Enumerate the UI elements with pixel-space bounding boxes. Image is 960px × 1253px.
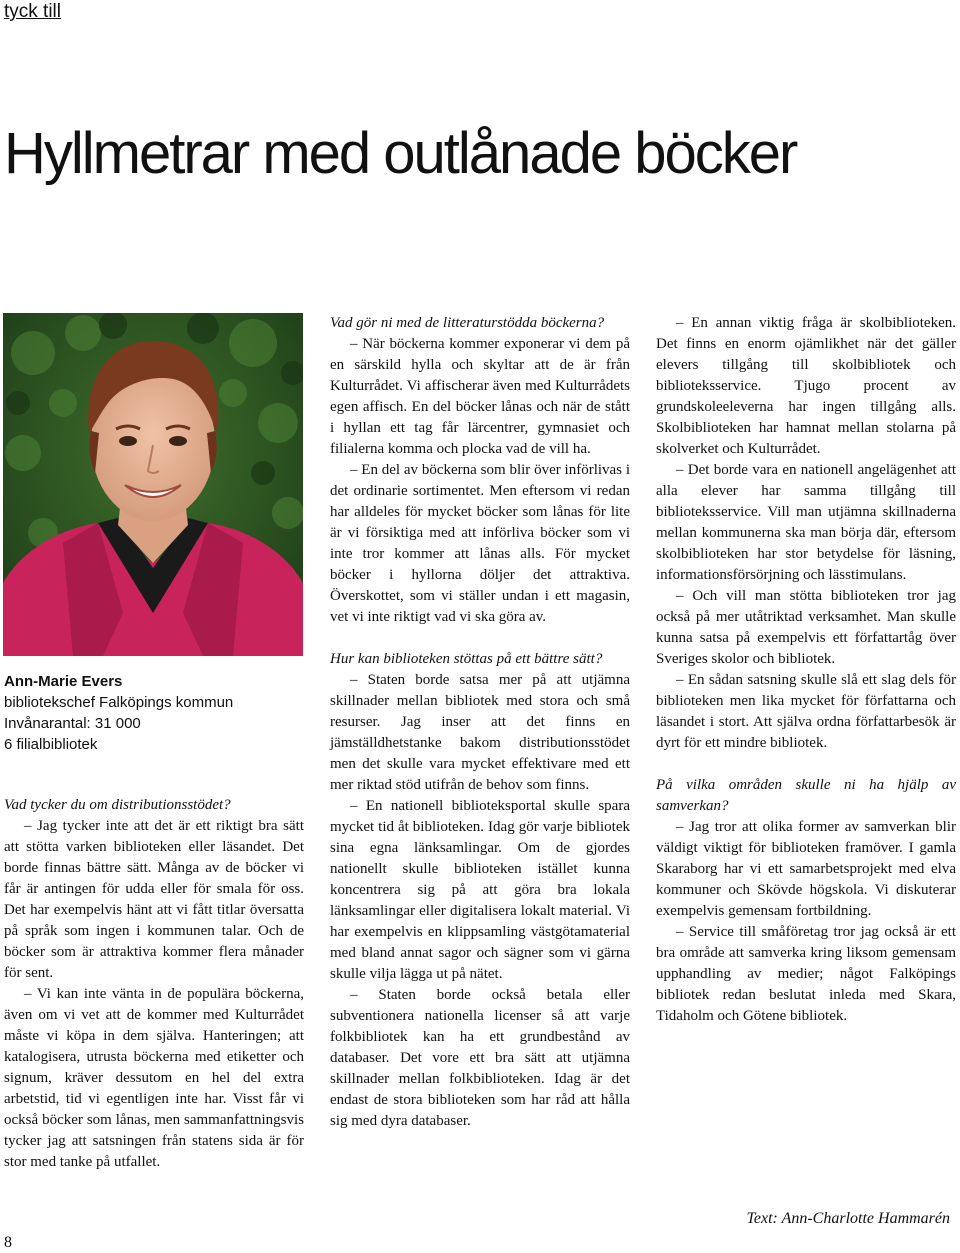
portrait-photo xyxy=(3,313,303,656)
interview-answer: – Det borde vara en nationell angelägenhet att alla elever har samma tillgång till biblioteksservice. Vill man utjämna skillnaderna mellan kommunerna ska man börja där, eftersom skolbiblioteken har stor betydelse för läsning, informationsförsörjning och lässtimulans. xyxy=(656,462,956,583)
byline: Text: Ann-Charlotte Hammarén xyxy=(746,1210,950,1227)
profile-branches: 6 filialbibliotek xyxy=(4,736,98,753)
interview-answer: – Staten borde satsa mer på att utjämna skillnader mellan bibliotek med stora och små resurser. Jag inser att det finns en jämställdhetstanke bakom distributionsstödet men det skulle vara mycket effektivare med ett mer riktad stöd utifrån de behov som finns. xyxy=(330,672,630,793)
paragraph-gap xyxy=(330,628,630,649)
section-tag[interactable]: tyck till xyxy=(4,1,61,22)
interview-answer: – Service till småföretag tror jag också är ett bra område att samverka kring liksom gemensam upphandling av medier; något Falköpings bibliotek redan beslutat inleda med Skara, Tidaholm och Götene bibliotek. xyxy=(656,924,956,1024)
profile-population: Invånarantal: 31 000 xyxy=(4,715,141,732)
interview-answer: – En sådan satsning skulle slå ett slag dels för biblioteken men lika mycket för författarna och läsandet i stort. Att själva ordna författarbesök är dyrt för ett mindre bibliotek. xyxy=(656,672,956,751)
paragraph-gap xyxy=(656,754,956,775)
page-number: 8 xyxy=(4,1234,12,1251)
interview-answer: – Jag tycker inte att det är ett riktigt bra sätt att stötta varken biblioteken eller läsandet. Det borde finnas bättre sätt. Många av de böcker vi får är antingen för udda eller för smala för oss. Det har exempelvis hänt att vi fått titlar översatta på språk som ingen i kommunen talar. Och de böcker som är attraktiva kommer flera månader för sent. xyxy=(4,818,304,981)
interview-answer: – En del av böckerna som blir över införlivas i det ordinarie sortimentet. Men eftersom vi redan har alldeles för mycket böcker som lånas för lite är vi försiktiga med att införliva böcker som vi inte tror kommer att lånas alls. För mycket böcker i hyllorna döljer det attraktiva. Överskottet, som vi ställer undan i ett magasin, vet vi inte riktigt vad vi ska göra av. xyxy=(330,462,630,625)
article-column-1 xyxy=(4,795,304,1173)
interview-question: Vad gör ni med de litteraturstödda böckerna? xyxy=(330,315,605,331)
article-column-2 xyxy=(330,313,630,1132)
interview-answer: – En annan viktig fråga är skolbiblioteken. Det finns en enorm ojämlikhet när det gäller elevers tillgång till skolbibliotek och biblioteksservice. Tjugo procent av grundskoleeleverna har ingen tillgång alls. Skolbiblioteken har hamnat mellan stolarna på skolverket och Kulturrådet. xyxy=(656,315,956,457)
headline: Hyllmetrar med outlånade böcker xyxy=(4,121,797,186)
profile-box xyxy=(4,671,304,755)
interview-answer: – Och vill man stötta biblioteken tror jag också på mer utåtriktad verksamhet. Man skulle kunna satsa på exempelvis ett författartåg över Sveriges skolor och bibliotek. xyxy=(656,588,956,667)
interview-answer: – Jag tror att olika former av samverkan blir väldigt viktigt för biblioteken framöver. I gamla Skaraborg har vi ett samarbetsprojekt med elva kommuner och Skövde högskola. Vi diskuterar exempelvis gemensam fortbildning. xyxy=(656,819,956,919)
interview-answer: – När böckerna kommer exponerar vi dem på en särskild hylla och skyltar att de är från Kulturrådet. Vi affischerar även med Kulturrådets egen affisch. En del böcker lånas och när de stått i hyllan ett tag får lärcentrer, gymnasiet och filialerna komma och plocka vad de vill ha. xyxy=(330,336,630,457)
interview-answer: – En nationell biblioteksportal skulle spara mycket tid åt biblioteken. Idag gör varje bibliotek sina egna länksamlingar. Om de gjordes nationellt skulle biblioteken istället kunna koncentrera sig på att göra bra lokala länksamlingar eller digitalisera lokalt material. Vi har exempelvis en klippsamling västgötamaterial med bland annat sagor och sägner som vi gärna skulle vilja lägga ut på nätet. xyxy=(330,798,630,982)
interview-answer: – Vi kan inte vänta in de populära böckerna, även om vi vet att de kommer med Kulturrådet måste vi köpa in dem själva. Hanteringen; att katalogisera, utrusta böckerna med etiketter och signum, kräver dessutom en hel del extra arbetstid, tid vi egentligen inte har. Visst får vi också böcker som lånas, men sammanfattningsvis tycker jag att satsningen från statens sida är för stor med tanke på utfallet. xyxy=(4,986,304,1170)
interview-question: På vilka områden skulle ni ha hjälp av samverkan? xyxy=(656,777,956,814)
article-column-3 xyxy=(656,313,956,1027)
profile-name: Ann-Marie Evers xyxy=(4,673,123,690)
interview-question: Hur kan biblioteken stöttas på ett bättre sätt? xyxy=(330,651,603,667)
profile-role: bibliotekschef Falköpings kommun xyxy=(4,694,234,711)
interview-question: Vad tycker du om distributionsstödet? xyxy=(4,797,231,813)
interview-answer: – Staten borde också betala eller subventionera nationella licenser så att varje folkbibliotek kan ha ett grundbestånd av databaser. Det vore ett bra sätt att utjämna skillnader mellan folkbiblioteken. Idag är det endast de stora biblioteken som har råd att hålla sig med dyra databaser. xyxy=(330,987,630,1129)
portrait-image xyxy=(3,313,303,656)
